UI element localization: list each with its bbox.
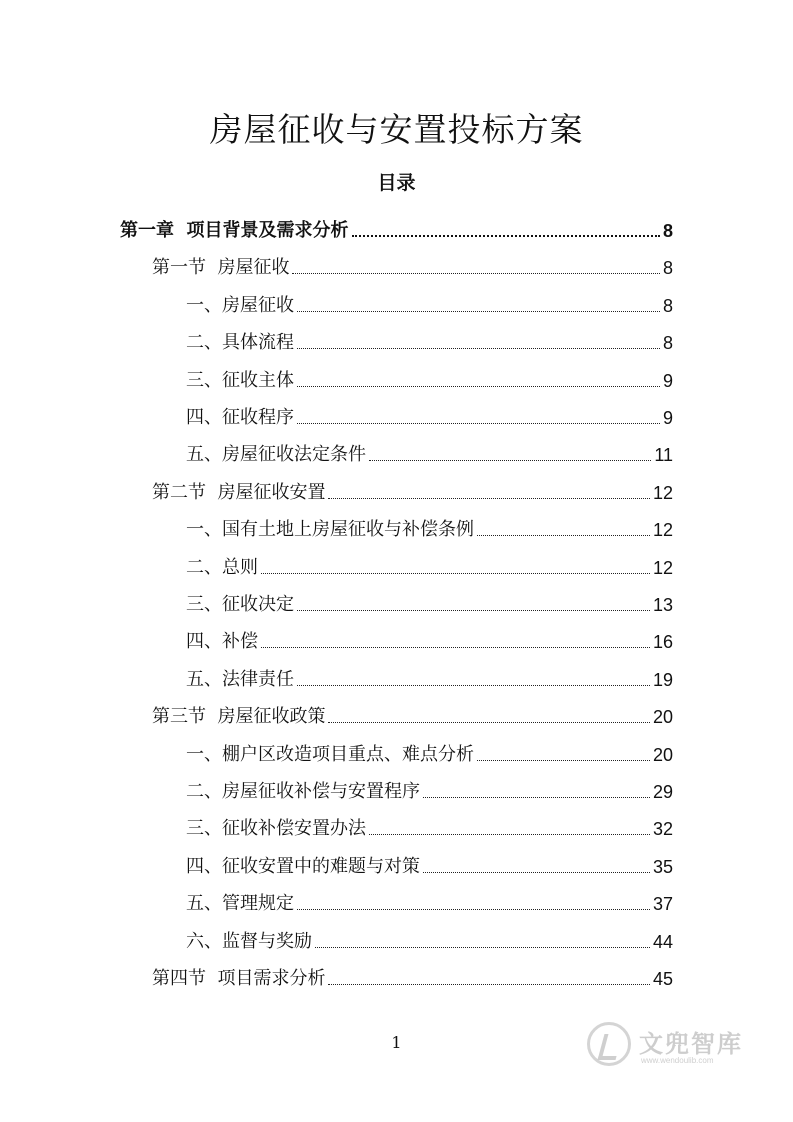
toc-entry[interactable] xyxy=(152,698,673,728)
toc-entry-label: 第一节 房屋征收 xyxy=(152,257,290,279)
toc-entry[interactable] xyxy=(186,623,673,653)
toc-leader-dots xyxy=(423,797,650,798)
toc-entry-label: 三、征收决定 xyxy=(186,594,294,615)
toc-entry[interactable] xyxy=(186,511,673,541)
toc-entry[interactable] xyxy=(186,549,673,579)
toc-entry-label: 三、征收主体 xyxy=(186,369,294,391)
toc-entry-page: 12 xyxy=(652,520,673,541)
toc-entry-page: 13 xyxy=(652,595,673,615)
toc-entry[interactable] xyxy=(120,212,673,242)
toc-leader-dots xyxy=(261,573,650,574)
toc-entry-page: 8 xyxy=(662,333,673,354)
toc-entry-label: 二、房屋征收补偿与安置程序 xyxy=(186,781,420,802)
toc-entry-label: 四、补偿 xyxy=(186,631,258,653)
toc-entry-page: 9 xyxy=(662,370,673,391)
toc-entry[interactable] xyxy=(186,923,673,953)
toc-entry[interactable] xyxy=(186,661,673,691)
toc-entry-label: 二、总则 xyxy=(186,556,258,578)
toc-entry-label: 第三节 房屋征收政策 xyxy=(152,706,326,728)
toc-leader-dots xyxy=(292,273,660,274)
toc-entry[interactable] xyxy=(186,399,673,429)
page-number: 1 xyxy=(391,1033,402,1052)
toc-entry[interactable] xyxy=(152,474,673,504)
toc-leader-dots xyxy=(477,760,650,761)
toc-entry-label: 一、房屋征收 xyxy=(186,294,294,316)
toc-entry[interactable] xyxy=(186,362,673,392)
toc-entry-page: 8 xyxy=(662,221,673,241)
toc-leader-dots xyxy=(328,722,650,723)
toc-entry-label: 四、征收程序 xyxy=(186,407,294,428)
toc-entry-page: 19 xyxy=(652,669,673,690)
toc-entry-label: 五、管理规定 xyxy=(186,893,294,915)
toc-entry-label: 第四节 项目需求分析 xyxy=(152,968,326,989)
toc-entry[interactable] xyxy=(186,736,673,766)
watermark-text: 文兜智库 xyxy=(639,1030,743,1058)
toc-leader-dots xyxy=(369,460,651,461)
toc-leader-dots xyxy=(369,834,650,835)
toc-entry-label: 四、征收安置中的难题与对策 xyxy=(186,855,420,877)
toc-entry-page: 20 xyxy=(652,707,673,728)
toc-entry-label: 二、具体流程 xyxy=(186,332,294,354)
toc-entry-page: 8 xyxy=(662,295,673,316)
toc-leader-dots xyxy=(328,498,650,499)
document-title: 房屋征收与安置投标方案 xyxy=(209,110,584,149)
toc-entry-page: 45 xyxy=(652,969,673,989)
toc-entry-page: 12 xyxy=(652,482,673,503)
toc-heading: 目录 xyxy=(377,172,416,194)
toc-entry-label: 三、征收补偿安置办法 xyxy=(186,818,366,840)
toc-entry-page: 16 xyxy=(652,632,673,653)
toc-entry-page: 12 xyxy=(652,557,673,578)
toc-leader-dots xyxy=(261,647,650,648)
toc-entry-label: 五、法律责任 xyxy=(186,668,294,690)
toc-leader-dots xyxy=(423,872,650,873)
toc-leader-dots xyxy=(297,423,660,424)
toc-entry-label: 第一章 项目背景及需求分析 xyxy=(120,220,349,241)
toc-entry-page: 29 xyxy=(652,782,673,802)
toc-entry[interactable] xyxy=(186,810,673,840)
toc-entry[interactable] xyxy=(152,960,673,990)
toc-leader-dots xyxy=(352,235,660,237)
toc-entry[interactable] xyxy=(152,249,673,279)
wendou-logo-icon xyxy=(587,1022,631,1066)
toc-entry[interactable] xyxy=(186,586,673,616)
toc-entry-page: 20 xyxy=(652,744,673,765)
toc-entry[interactable] xyxy=(186,436,673,466)
toc-leader-dots xyxy=(315,947,650,948)
toc-entry-label: 六、监督与奖励 xyxy=(186,930,312,952)
toc-entry-page: 11 xyxy=(654,445,673,466)
toc-entry[interactable] xyxy=(186,885,673,915)
toc-entry-label: 一、棚户区改造项目重点、难点分析 xyxy=(186,743,474,765)
toc-entry-page: 32 xyxy=(652,819,673,840)
watermark-subtext: www.wendoulib.com xyxy=(641,1056,714,1065)
toc-entry-label: 第二节 房屋征收安置 xyxy=(152,481,326,503)
toc-entry[interactable] xyxy=(186,287,673,317)
toc-entry[interactable] xyxy=(186,773,673,803)
toc-entry-page: 37 xyxy=(652,894,673,915)
toc-leader-dots xyxy=(477,535,650,536)
toc-leader-dots xyxy=(297,311,660,312)
toc-entry-label: 五、房屋征收法定条件 xyxy=(186,444,366,466)
toc-leader-dots xyxy=(328,984,650,985)
toc-leader-dots xyxy=(297,610,650,611)
toc-entry-page: 8 xyxy=(662,258,673,279)
toc-entry-label: 一、国有土地上房屋征收与补偿条例 xyxy=(186,519,474,541)
toc-leader-dots xyxy=(297,386,660,387)
toc-entry-page: 35 xyxy=(652,856,673,877)
toc-entry-page: 9 xyxy=(662,408,673,428)
watermark xyxy=(587,1020,767,1074)
toc-leader-dots xyxy=(297,909,650,910)
toc-entry[interactable] xyxy=(186,324,673,354)
toc-leader-dots xyxy=(297,685,650,686)
toc-leader-dots xyxy=(297,348,660,349)
toc-entry-page: 44 xyxy=(652,931,673,952)
toc-entry[interactable] xyxy=(186,848,673,878)
